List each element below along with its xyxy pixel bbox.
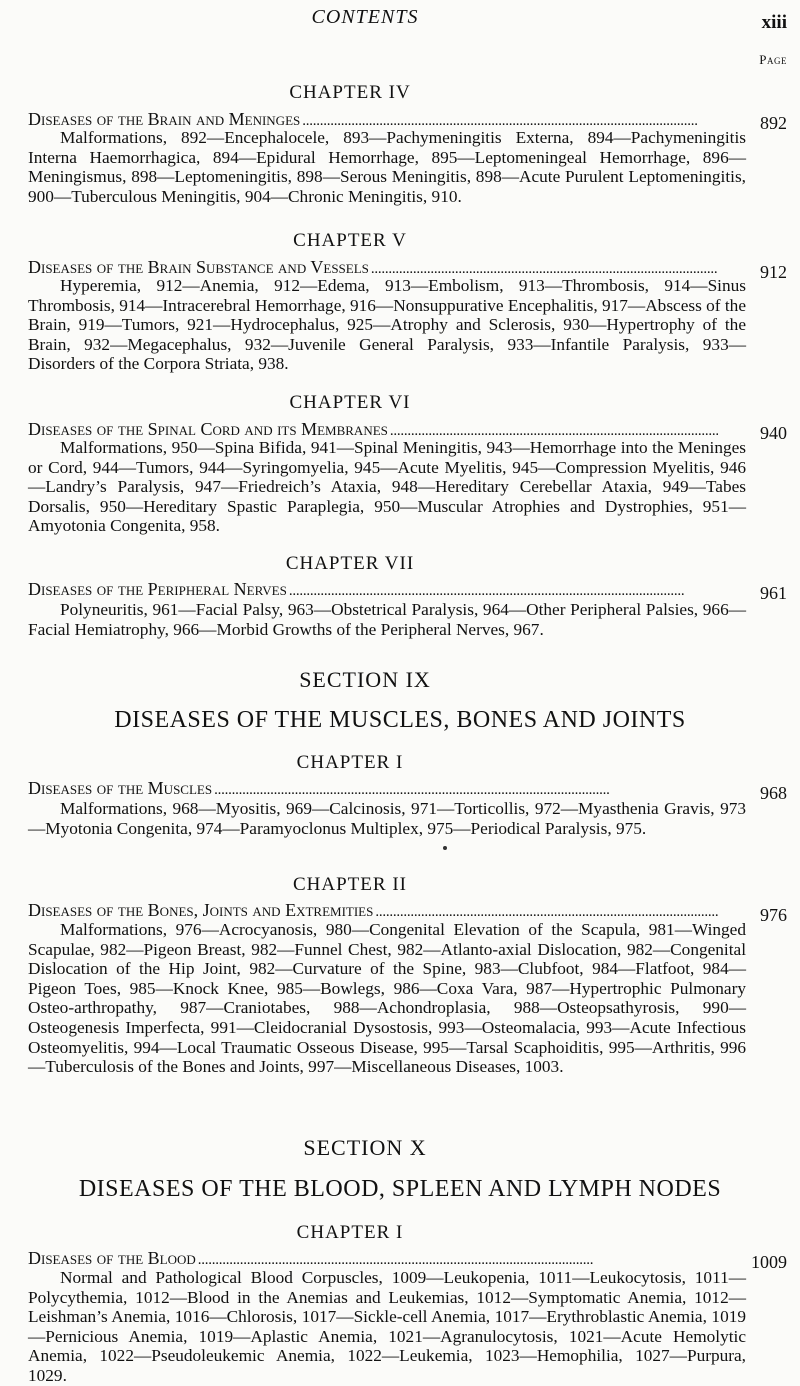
topic-title: Diseases of the Brain Substance and Vessels	[28, 257, 369, 277]
topic-page: 961	[760, 583, 787, 603]
topic-title: Diseases of the Muscles	[28, 778, 213, 798]
section-title: DISEASES OF THE BLOOD, SPLEEN AND LYMPH NODES	[78, 1176, 722, 1202]
chapter-heading: CHAPTER I	[296, 1222, 404, 1243]
chapter-heading: CHAPTER VII	[285, 553, 415, 574]
topic-page: 940	[760, 423, 787, 443]
page-number: xiii	[761, 12, 787, 33]
chapter-entries: Malformations, 892—Encephalocele, 893—Pachymeningitis Externa, 894—Pachymeningitis Interna Haemorrhagica, 894—Epidural Hemorrhage, 895—Leptomeningeal Hemorrhage, 896—Meningismus, 898—Leptomeningitis, 898—Serous Meningitis, 898—Acute Purulent Leptomeningitis, 900—Tuberculous Meningitis, 904—Chronic Meningitis, 910.	[28, 128, 746, 206]
chapter-entries: Normal and Pathological Blood Corpuscles, 1009—Leukopenia, 1011—Leukocytosis, 1011—Polycythemia, 1012—Blood in the Anemias and Leukemias, 1012—Symptomatic Anemia, 1012—Leishman’s Anemia, 1016—Chlorosis, 1017—Sickle-cell Anemia, 1017—Erythroblastic Anemia, 1019—Pernicious Anemia, 1019—Aplastic Anemia, 1021—Agranulocytosis, 1021—Acute Hemolytic Anemia, 1022—Pseudoleukemic Anemia, 1022—Leukemia, 1023—Hemophilia, 1027—Purpura, 1029.	[28, 1268, 746, 1385]
chapter-heading: CHAPTER V	[293, 230, 407, 251]
topic-page: 892	[760, 113, 787, 133]
chapter-topic	[28, 777, 718, 801]
leader-dots	[214, 777, 718, 801]
chapter-entries: Hyperemia, 912—Anemia, 912—Edema, 913—Embolism, 913—Thrombosis, 914—Sinus Thrombosis, 914—Intracerebral Hemorrhage, 916—Nonsuppurative Encephalitis, 917—Abscess of the Brain, 919—Tumors, 921—Hydrocephalus, 925—Atrophy and Sclerosis, 930—Hypertrophy of the Brain, 932—Megacephalus, 932—Juvenile General Paralysis, 933—Infantile Paralysis, 933—Disorders of the Corpora Striata, 938.	[28, 276, 746, 374]
topic-page: 1009	[751, 1252, 787, 1272]
topic-title: Diseases of the Peripheral Nerves	[28, 579, 287, 599]
topic-title: Diseases of the Brain and Meninges	[28, 109, 301, 129]
topic-page: 976	[760, 905, 787, 925]
leader-dots	[289, 578, 718, 602]
chapter-heading: CHAPTER IV	[289, 82, 411, 103]
topic-page: 912	[760, 262, 787, 282]
page-column-label: Page	[759, 52, 787, 67]
section-heading: SECTION X	[303, 1135, 427, 1160]
chapter-entries: Malformations, 976—Acrocyanosis, 980—Congenital Elevation of the Scapula, 981—Winged Scapulae, 982—Pigeon Breast, 982—Funnel Chest, 982—Atlanto-axial Dislocation, 982—Congenital Dislocation of the Hip Joint, 982—Curvature of the Spine, 983—Clubfoot, 984—Flatfoot, 984—Pigeon Toes, 985—Knock Knee, 985—Bowlegs, 986—Coxa Vara, 987—Hypertrophic Pulmonary Osteo-arthropathy, 987—Craniotabes, 988—Achondroplasia, 988—Osteopsathyrosis, 990—Osteogenesis Imperfecta, 991—Cleidocranial Dysostosis, 993—Osteomalacia, 993—Acute Infectious Osteomyelitis, 994—Local Traumatic Osseous Disease, 995—Tarsal Scaphoiditis, 995—Arthritis, 996—Tuberculosis of the Bones and Joints, 997—Miscellaneous Diseases, 1003.	[28, 920, 746, 1077]
ink-mark	[443, 846, 447, 850]
topic-title: Diseases of the Spinal Cord and its Membranes	[28, 419, 388, 439]
chapter-heading: CHAPTER II	[293, 874, 407, 895]
chapter-entries: Malformations, 968—Myositis, 969—Calcinosis, 971—Torticollis, 972—Myasthenia Gravis, 973—Myotonia Congenita, 974—Paramyoclonus Multiplex, 975—Periodical Paralysis, 975.	[28, 799, 746, 838]
section-heading: SECTION IX	[299, 667, 431, 692]
chapter-topic	[28, 578, 718, 602]
running-head: CONTENTS	[311, 6, 419, 28]
chapter-heading: CHAPTER I	[296, 752, 404, 773]
topic-title: Diseases of the Bones, Joints and Extremities	[28, 900, 374, 920]
topic-page: 968	[760, 783, 787, 803]
chapter-entries: Polyneuritis, 961—Facial Palsy, 963—Obstetrical Paralysis, 964—Other Peripheral Palsies, 966—Facial Hemiatrophy, 966—Morbid Growths of the Peripheral Nerves, 967.	[28, 600, 746, 639]
chapter-heading: CHAPTER VI	[289, 392, 411, 413]
topic-title: Diseases of the Blood	[28, 1248, 196, 1268]
section-title: DISEASES OF THE MUSCLES, BONES AND JOINTS	[114, 707, 686, 733]
chapter-entries: Malformations, 950—Spina Bifida, 941—Spinal Meningitis, 943—Hemorrhage into the Meninges or Cord, 944—Tumors, 944—Syringomyelia, 945—Acute Myelitis, 945—Compression Myelitis, 946—Landry’s Paralysis, 947—Friedreich’s Ataxia, 948—Hereditary Cerebellar Ataxia, 949—Tabes Dorsalis, 950—Hereditary Spastic Paraplegia, 950—Muscular Atrophies and Dystrophies, 951—Amyotonia Congenita, 958.	[28, 438, 746, 536]
